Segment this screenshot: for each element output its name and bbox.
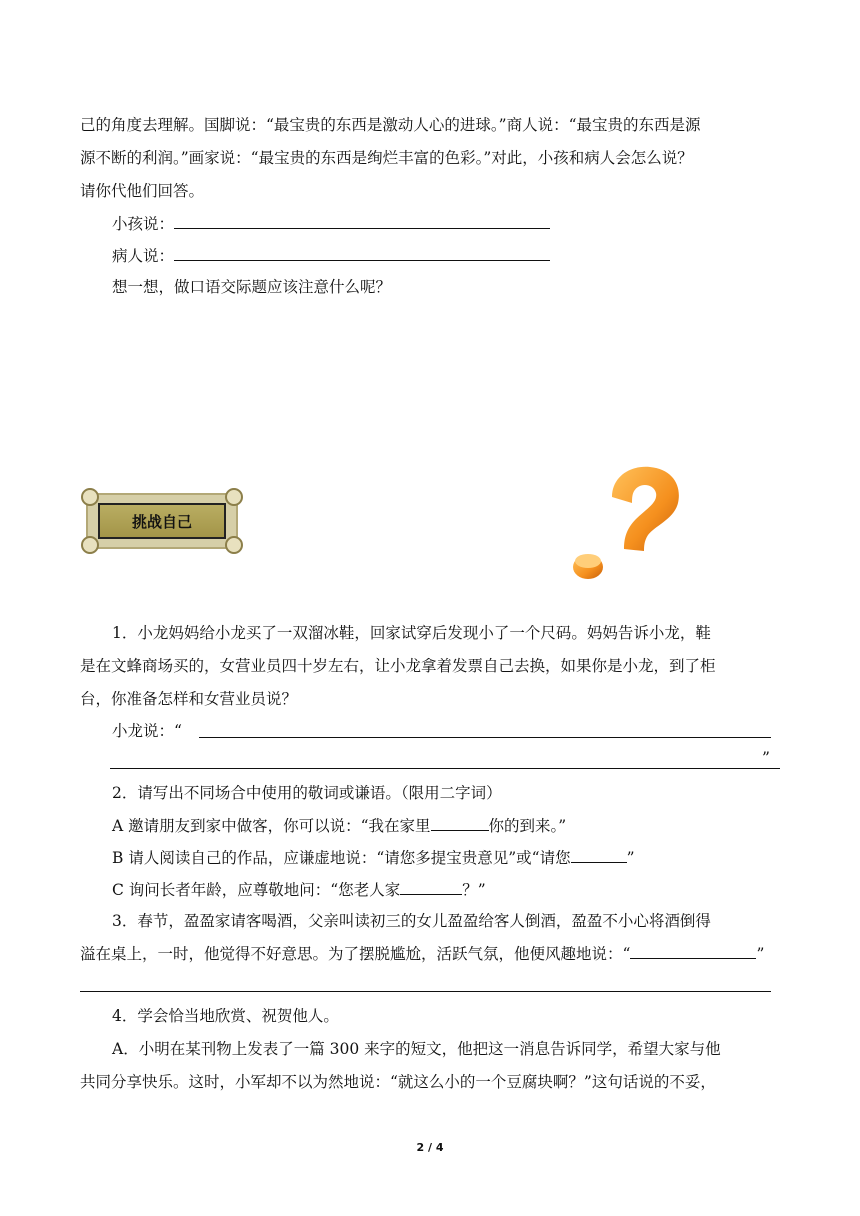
q1-line-3: 台，你准备怎样和女营业员说？: [80, 690, 298, 708]
q3-line-2: [80, 942, 764, 965]
q1-line-2: 是在文蜂商场买的，女营业员四十岁左右，让小龙拿着发票自己去换，如果你是小龙，到了柜: [80, 657, 716, 675]
intro-line-1: 己的角度去理解。国脚说：“最宝贵的东西是激动人心的进球。”商人说：“最宝贵的东西是源: [80, 116, 701, 134]
q2-b-suffix: ”: [626, 849, 635, 867]
q1-answer-label: 小龙说：“: [112, 722, 182, 740]
child-answer-row: [112, 212, 550, 235]
q1-line-1: 1．小龙妈妈给小龙买了一双溜冰鞋，回家试穿后发现小了一个尺码。妈妈告诉小龙，鞋: [112, 624, 711, 642]
q4-title: 4．学会恰当地欣赏、祝贺他人。: [112, 1007, 339, 1025]
badge-title: 挑战自己: [131, 512, 192, 531]
badge-plate: [98, 503, 226, 539]
q2-c-blank[interactable]: [400, 878, 462, 895]
intro-line-2: 源不断的利润。”画家说：“最宝贵的东西是绚烂丰富的色彩。”对此，小孩和病人会怎么说？: [80, 149, 693, 167]
q2-b-blank[interactable]: [571, 846, 627, 863]
q2-a-blank[interactable]: [431, 814, 489, 831]
q2-c-row: [112, 878, 486, 901]
page-number: 2 / 4: [416, 1141, 444, 1154]
q1-answer-line-1[interactable]: [199, 737, 771, 738]
intro-line-3: 请你代他们回答。: [80, 182, 205, 200]
q2-a-suffix: 你的到来。”: [488, 817, 567, 835]
patient-label: 病人说：: [112, 247, 175, 265]
ornament-icon: [81, 536, 99, 554]
question-mark-icon: [564, 455, 694, 585]
child-answer-blank[interactable]: [174, 212, 550, 229]
think-prompt: 想一想，做口语交际题应该注意什么呢？: [112, 278, 392, 296]
q2-a-row: [112, 814, 566, 837]
child-label: 小孩说：: [112, 215, 175, 233]
q3-line-2-text: 溢在桌上，一时，他觉得不好意思。为了摆脱尴尬，活跃气氛，他便风趣地说：“: [80, 945, 631, 963]
q2-a-prefix: A 邀请朋友到家中做客，你可以说：“我在家里: [112, 817, 431, 835]
q3-answer-blank[interactable]: [630, 942, 756, 959]
patient-answer-row: [112, 244, 550, 267]
q2-c-suffix: ？”: [462, 881, 486, 899]
q2-b-row: [112, 846, 635, 869]
q4-a-line-1: A．小明在某刊物上发表了一篇 300 来字的短文，他把这一消息告诉同学，希望大家与他: [112, 1040, 721, 1058]
ornament-icon: [225, 488, 243, 506]
ornament-icon: [225, 536, 243, 554]
q4-a-line-2: 共同分享快乐。这时，小军却不以为然地说：“就这么小的一个豆腐块啊？”这句话说的不妥，: [80, 1073, 716, 1091]
challenge-badge: [86, 493, 238, 549]
q3-answer-line-2[interactable]: [80, 991, 771, 992]
q2-title: 2．请写出不同场合中使用的敬词或谦语。（限用二字词）: [112, 784, 502, 802]
q1-answer-line-2[interactable]: [110, 768, 780, 769]
q2-c-prefix: C 询问长者年龄，应尊敬地问：“您老人家: [112, 881, 401, 899]
q1-close-quote: ”: [762, 749, 770, 767]
q2-b-prefix: B 请人阅读自己的作品，应谦虚地说：“请您多提宝贵意见”或“请您: [112, 849, 571, 867]
ornament-icon: [81, 488, 99, 506]
q3-close-quote: ”: [756, 945, 765, 963]
q3-line-1: 3．春节，盈盈家请客喝酒，父亲叫读初三的女儿盈盈给客人倒酒，盈盈不小心将酒倒得: [112, 912, 711, 930]
patient-answer-blank[interactable]: [174, 244, 550, 261]
